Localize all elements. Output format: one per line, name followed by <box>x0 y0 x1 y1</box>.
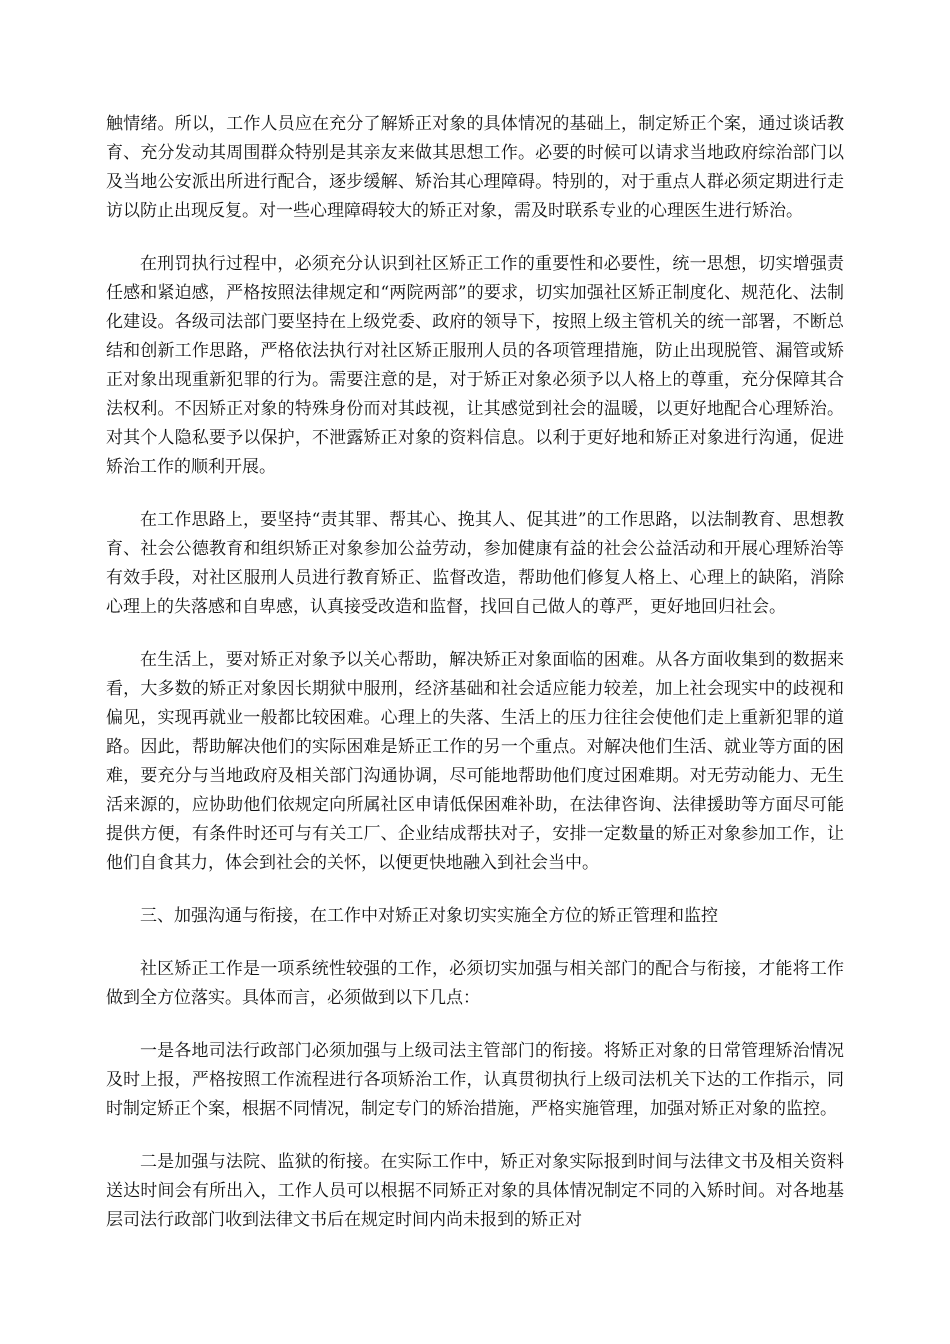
paragraph-penalty-execution: 在刑罚执行过程中，必须充分认识到社区矫正工作的重要性和必要性，统一思想，切实增强责任感和紧迫感，严格按照法律规定和“两院两部”的要求，切实加强社区矫正制度化、规范化、法制化建设。各级司法部门要坚持在上级党委、政府的领导下，按照上级主管机关的统一部署，不断总结和创新工作思路，严格依法执行对社区矫正服刑人员的各项管理措施，防止出现脱管、漏管或矫正对象出现重新犯罪的行为。需要注意的是，对于矫正对象必须予以人格上的尊重，充分保障其合法权利。不因矫正对象的特殊身份而对其歧视，让其感觉到社会的温暖，以更好地配合心理矫治。对其个人隐私要予以保护，不泄露矫正对象的资料信息。以利于更好地和矫正对象进行沟通，促进矫治工作的顺利开展。 <box>106 254 844 477</box>
paragraph-continuation: 触情绪。所以，工作人员应在充分了解矫正对象的具体情况的基础上，制定矫正个案，通过谈话教育、充分发动其周围群众特别是其亲友来做其思想工作。必要的时候可以请求当地政府综治部门以及当地公安派出所进行配合，逐步缓解、矫治其心理障碍。特别的，对于重点人群必须定期进行走访以防止出现反复。对一些心理障碍较大的矫正对象，需及时联系专业的心理医生进行矫治。 <box>106 114 844 221</box>
paragraph-living-support: 在生活上，要对矫正对象予以关心帮助，解决矫正对象面临的困难。从各方面收集到的数据来看，大多数的矫正对象因长期狱中服刑，经济基础和社会适应能力较差，加上社会现实中的歧视和偏见，实现再就业一般都比较困难。心理上的失落、生活上的压力往往会使他们走上重新犯罪的道路。因此，帮助解决他们的实际困难是矫正工作的另一个重点。对解决他们生活、就业等方面的困难，要充分与当地政府及相关部门沟通协调，尽可能地帮助他们度过困难期。对无劳动能力、无生活来源的，应协助他们依规定向所属社区申请低保困难补助，在法律咨询、法律援助等方面尽可能提供方便，有条件时还可与有关工厂、企业结成帮扶对子，安排一定数量的矫正对象参加工作，让他们自食其力，体会到社会的关怀，以便更快地融入到社会当中。 <box>106 650 844 873</box>
section-heading-3: 三、加强沟通与衔接，在工作中对矫正对象切实实施全方位的矫正管理和监控 <box>140 906 718 926</box>
paragraph-coordination-intro: 社区矫正工作是一项系统性较强的工作，必须切实加强与相关部门的配合与衔接，才能将工作做到全方位落实。具体而言，必须做到以下几点： <box>106 959 844 1008</box>
paragraph-point-two: 二是加强与法院、监狱的衔接。在实际工作中，矫正对象实际报到时间与法律文书及相关资料送达时间会有所出入，工作人员可以根据不同矫正对象的具体情况制定不同的入矫时间。对各地基层司法行政部门收到法律文书后在规定时间内尚未报到的矫正对 <box>106 1152 844 1230</box>
paragraph-work-approach: 在工作思路上，要坚持“责其罪、帮其心、挽其人、促其进”的工作思路，以法制教育、思想教育、社会公德教育和组织矫正对象参加公益劳动，参加健康有益的社会公益活动和开展心理矫治等有效手段，对社区服刑人员进行教育矫正、监督改造，帮助他们修复人格上、心理上的缺陷，消除心理上的失落感和自卑感，认真接受改造和监督，找回自己做人的尊严，更好地回归社会。 <box>106 510 844 617</box>
document-page <box>106 110 844 1259</box>
paragraph-point-one: 一是各地司法行政部门必须加强与上级司法主管部门的衔接。将矫正对象的日常管理矫治情况及时上报，严格按照工作流程进行各项矫治工作，认真贯彻执行上级司法机关下达的工作指示，同时制定矫正个案，根据不同情况，制定专门的矫治措施，严格实施管理，加强对矫正对象的监控。 <box>106 1041 844 1119</box>
